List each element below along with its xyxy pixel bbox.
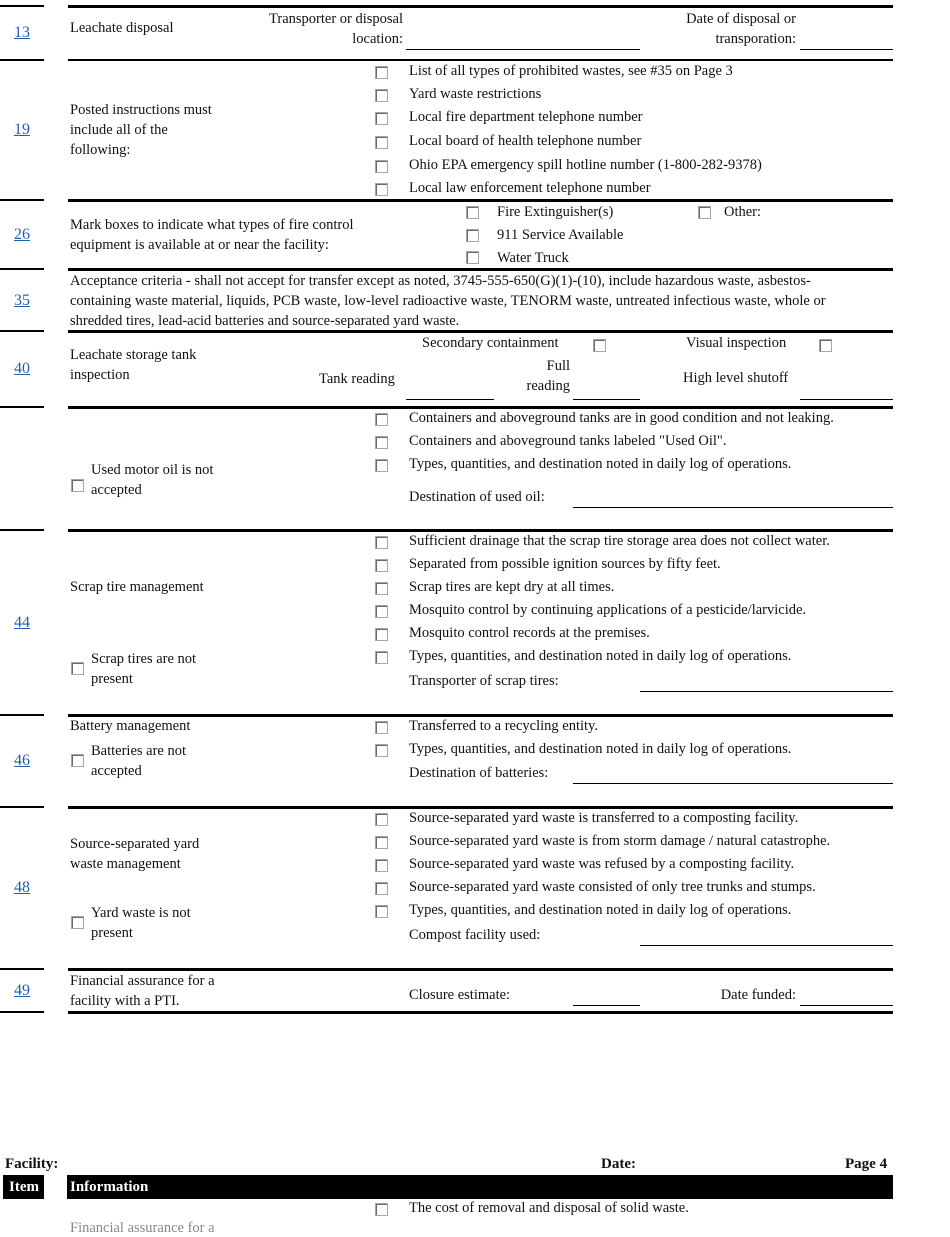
checklist-item: List of all types of prohibited wastes, see #35 on Page 3 <box>409 63 733 79</box>
row-divider <box>0 529 44 531</box>
item-26-link[interactable]: 26 <box>14 226 30 243</box>
row-divider <box>0 714 44 716</box>
battery-destination-label: Destination of batteries: <box>409 765 549 781</box>
checkbox[interactable] <box>466 229 479 242</box>
checkbox[interactable] <box>375 436 388 449</box>
scrap-tires-not-present-line1: Scrap tires are not <box>91 651 197 667</box>
used-oil-destination-label: Destination of used oil: <box>409 489 545 505</box>
checkbox[interactable] <box>375 66 388 79</box>
checkbox[interactable] <box>375 459 388 472</box>
posted-instructions-label-line1: Posted instructions must <box>70 102 212 118</box>
yard-waste-label-line1: Source-separated yard <box>70 836 200 852</box>
row-divider <box>68 5 893 8</box>
posted-instructions-label-line3: following: <box>70 142 131 158</box>
facility-label: Facility: <box>5 1156 59 1172</box>
leachate-disposal-label: Leachate disposal <box>70 20 174 36</box>
checkbox[interactable] <box>375 882 388 895</box>
checkbox[interactable] <box>593 339 606 352</box>
checkbox[interactable] <box>375 628 388 641</box>
checkbox[interactable] <box>71 662 84 675</box>
fire-extinguisher-label: Fire Extinguisher(s) <box>497 204 614 220</box>
checkbox[interactable] <box>375 859 388 872</box>
row-divider <box>68 199 893 202</box>
batteries-not-accepted-line1: Batteries are not <box>91 743 187 759</box>
tank-reading-field[interactable] <box>406 399 494 400</box>
other-label: Other: <box>724 204 762 220</box>
row-divider <box>68 1011 893 1014</box>
checkbox[interactable] <box>375 89 388 102</box>
row-divider <box>0 330 44 332</box>
row-divider <box>0 5 44 7</box>
checklist-item: Local board of health telephone number <box>409 133 642 149</box>
checkbox[interactable] <box>375 112 388 125</box>
closure-estimate-label: Closure estimate: <box>409 987 511 1003</box>
partial-row-label: Financial assurance for a <box>70 1220 215 1236</box>
checkbox[interactable] <box>375 160 388 173</box>
checklist-item: Source-separated yard waste was refused by a composting facility. <box>409 856 795 872</box>
used-oil-destination-field[interactable] <box>573 507 893 508</box>
item-48-link[interactable]: 48 <box>14 879 30 896</box>
checklist-item: Separated from possible ignition sources by fifty feet. <box>409 556 721 572</box>
visual-inspection-label: Visual inspection <box>686 335 787 351</box>
used-oil-not-accepted-line1: Used motor oil is not <box>91 462 214 478</box>
scrap-tire-transporter-label: Transporter of scrap tires: <box>409 673 559 689</box>
checklist-item: Local law enforcement telephone number <box>409 180 651 196</box>
checkbox[interactable] <box>375 136 388 149</box>
financial-assurance-label-line2: facility with a PTI. <box>70 993 180 1009</box>
disposal-date-label-line2: transporation: <box>715 31 796 47</box>
row-divider <box>68 59 893 61</box>
row-divider <box>0 1011 44 1013</box>
date-funded-label: Date funded: <box>720 987 796 1003</box>
checklist-item: Types, quantities, and destination noted in daily log of operations. <box>409 741 792 757</box>
information-column-header: Information <box>67 1175 893 1199</box>
item-46-link[interactable]: 46 <box>14 752 30 769</box>
checklist-item: Mosquito control records at the premises. <box>409 625 650 641</box>
compost-facility-label: Compost facility used: <box>409 927 541 943</box>
disposal-date-field[interactable] <box>800 49 893 50</box>
checkbox[interactable] <box>375 536 388 549</box>
page-number: Page 4 <box>845 1156 888 1172</box>
checkbox[interactable] <box>375 651 388 664</box>
checkbox[interactable] <box>375 721 388 734</box>
item-column-header: Item <box>3 1175 44 1199</box>
checkbox[interactable] <box>698 206 711 219</box>
checklist-item: Mosquito control by continuing applications of a pesticide/larvicide. <box>409 602 807 618</box>
item-13-link[interactable]: 13 <box>14 24 30 41</box>
checklist-item: The cost of removal and disposal of solid waste. <box>409 1200 689 1216</box>
checkbox[interactable] <box>375 905 388 918</box>
item-35-link[interactable]: 35 <box>14 292 30 309</box>
checkbox[interactable] <box>375 413 388 426</box>
checkbox[interactable] <box>819 339 832 352</box>
item-19-link[interactable]: 19 <box>14 121 30 138</box>
secondary-containment-label: Secondary containment <box>422 335 559 351</box>
yard-waste-not-present-line2: present <box>91 925 133 941</box>
checkbox[interactable] <box>71 479 84 492</box>
checkbox[interactable] <box>71 916 84 929</box>
item-40-link[interactable]: 40 <box>14 360 30 377</box>
checkbox[interactable] <box>71 754 84 767</box>
row-divider <box>0 406 44 408</box>
checkbox[interactable] <box>466 251 479 264</box>
batteries-not-accepted-line2: accepted <box>91 763 142 779</box>
checkbox[interactable] <box>375 183 388 196</box>
checklist-item: Types, quantities, and destination noted in daily log of operations. <box>409 456 792 472</box>
full-reading-label-line1: Full <box>546 358 570 374</box>
checkbox[interactable] <box>375 582 388 595</box>
used-oil-not-accepted-line2: accepted <box>91 482 142 498</box>
checkbox[interactable] <box>375 605 388 618</box>
water-truck-label: Water Truck <box>497 250 569 266</box>
row-divider <box>0 59 44 61</box>
battery-destination-field[interactable] <box>573 783 893 784</box>
checklist-item: Types, quantities, and destination noted in daily log of operations. <box>409 902 792 918</box>
row-divider <box>68 968 893 971</box>
checklist-item: Source-separated yard waste consisted of only tree trunks and stumps. <box>409 879 816 895</box>
battery-management-label: Battery management <box>70 718 191 734</box>
high-level-shutoff-field[interactable] <box>800 399 893 400</box>
checklist-item: Containers and aboveground tanks are in good condition and not leaking. <box>409 410 834 426</box>
checklist-item: Scrap tires are kept dry at all times. <box>409 579 615 595</box>
checkbox[interactable] <box>466 206 479 219</box>
transporter-label-line1: Transporter or disposal <box>269 11 403 27</box>
item-44-link[interactable]: 44 <box>14 614 30 631</box>
checklist-item: Sufficient drainage that the scrap tire storage area does not collect water. <box>409 533 830 549</box>
yard-waste-not-present-line1: Yard waste is not <box>91 905 191 921</box>
checklist-item: Ohio EPA emergency spill hotline number (1-800-282-9378) <box>409 157 762 173</box>
row-divider <box>0 968 44 970</box>
checkbox[interactable] <box>375 1203 388 1216</box>
row-divider <box>0 199 44 201</box>
leachate-tank-label-line2: inspection <box>70 367 130 383</box>
row-divider <box>0 806 44 808</box>
full-reading-label-line2: reading <box>526 378 570 394</box>
item-49-link[interactable]: 49 <box>14 982 30 999</box>
yard-waste-label-line2: waste management <box>70 856 181 872</box>
row-divider <box>0 268 44 270</box>
disposal-date-label-line1: Date of disposal or <box>686 11 796 27</box>
checkbox[interactable] <box>375 836 388 849</box>
compost-facility-field[interactable] <box>640 945 893 946</box>
tank-reading-label: Tank reading <box>319 371 395 387</box>
scrap-tire-label: Scrap tire management <box>70 579 204 595</box>
scrap-tire-transporter-field[interactable] <box>640 691 893 692</box>
financial-assurance-label-line1: Financial assurance for a <box>70 973 215 989</box>
checklist-item: Containers and aboveground tanks labeled "Used Oil". <box>409 433 727 449</box>
checkbox[interactable] <box>375 559 388 572</box>
scrap-tires-not-present-line2: present <box>91 671 133 687</box>
date-funded-field[interactable] <box>800 1005 893 1006</box>
transporter-field[interactable] <box>406 49 640 50</box>
checklist-item: Types, quantities, and destination noted in daily log of operations. <box>409 648 792 664</box>
checklist-item: Local fire department telephone number <box>409 109 643 125</box>
checkbox[interactable] <box>375 744 388 757</box>
acceptance-criteria-line1: Acceptance criteria - shall not accept for transfer except as noted, 3745-555-650(G)(1)-(10), include hazardous waste, asbestos- <box>70 273 811 289</box>
full-reading-field[interactable] <box>573 399 640 400</box>
checklist-item: Transferred to a recycling entity. <box>409 718 598 734</box>
closure-estimate-field[interactable] <box>573 1005 640 1006</box>
checklist-item: Source-separated yard waste is transferred to a composting facility. <box>409 810 799 826</box>
checkbox[interactable] <box>375 813 388 826</box>
leachate-tank-label-line1: Leachate storage tank <box>70 347 197 363</box>
fire-control-label-line1: Mark boxes to indicate what types of fire control <box>70 217 354 233</box>
acceptance-criteria-line2: containing waste material, liquids, PCB waste, low-level radioactive waste, TENORM waste, untreated infectious waste, whole or <box>70 293 826 309</box>
checklist-item: Yard waste restrictions <box>409 86 542 102</box>
posted-instructions-label-line2: include all of the <box>70 122 168 138</box>
high-level-shutoff-label: High level shutoff <box>683 370 789 386</box>
checklist-item: Source-separated yard waste is from storm damage / natural catastrophe. <box>409 833 831 849</box>
transporter-label-line2: location: <box>352 31 403 47</box>
row-divider <box>68 330 893 333</box>
acceptance-criteria-line3: shredded tires, lead-acid batteries and source-separated yard waste. <box>70 313 460 329</box>
row-divider <box>68 268 893 271</box>
date-label: Date: <box>601 1156 636 1172</box>
fire-control-label-line2: equipment is available at or near the facility: <box>70 237 329 253</box>
911-service-label: 911 Service Available <box>497 227 624 243</box>
